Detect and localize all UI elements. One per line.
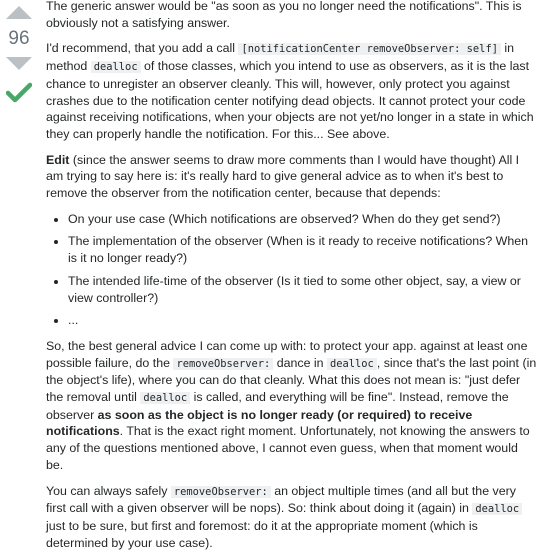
check-icon bbox=[6, 82, 32, 104]
list-item: • ... bbox=[68, 312, 537, 329]
vote-count: 96 bbox=[8, 28, 30, 49]
text: of those classes, which you intend to use as observers, as it is the last chance to unregister an observer cleanly. This will, however, only protect you against crashes due to the notification center notifying dead objects. It cannot protect your code against receiving notifications, when your objects are not yet/no longer in a state in which they can properly handle the notification. For this... See above. bbox=[46, 59, 534, 141]
inline-code: removeObserver: bbox=[171, 486, 271, 498]
arrow-down-icon[interactable] bbox=[6, 57, 32, 70]
list-item: • The intended life-time of the observer (Is it tied to some other object, say, a view or view controller?) bbox=[68, 273, 537, 306]
inline-code: dealloc bbox=[140, 392, 190, 404]
paragraph-2 bbox=[46, 40, 537, 142]
text: , since that's the last point (in the object's life), where you can do that cleanly. What this does not mean is: "just defer the removal until bbox=[46, 355, 537, 405]
text: You can always safely bbox=[46, 483, 171, 498]
inline-code: [notificationCenter removeObserver: self] bbox=[238, 43, 500, 55]
text: So, the best general advice I can come up with: to protect your app. against at least one possible failure, do the bbox=[46, 338, 528, 370]
bold-text: as soon as the object is no longer ready (or required) to receive notifications bbox=[46, 407, 473, 439]
paragraph-5 bbox=[46, 483, 537, 552]
inline-code: dealloc bbox=[472, 503, 522, 515]
text: (since the answer seems to draw more comments than I would have thought) All I am trying to say here is: it's really hard to give general advice as to when it's best to remove the observer from the notification center, because that depends: bbox=[46, 152, 520, 201]
text: . That is the exact right moment. Unfortunately, not knowing the answers to any of the questions mentioned above, I cannot even guess, when that moment would be. bbox=[46, 424, 530, 472]
inline-code: removeObserver: bbox=[173, 358, 273, 370]
bullet-list bbox=[46, 211, 537, 329]
answer-body bbox=[46, 0, 537, 560]
list-item: • On your use case (Which notifications are observed? When do they get send?) bbox=[68, 211, 537, 228]
text: just to be sure, but first and foremost: do it at the appropriate moment (which is determined by your use case). bbox=[46, 518, 478, 550]
text: an object multiple times (and all but the very first call with a given observer will be nops). So: think about doing it (again) in bbox=[46, 483, 516, 516]
text: in method bbox=[46, 41, 515, 74]
paragraph-3 bbox=[46, 152, 537, 202]
text: is called, and everything will be fine". Instead, remove the observer bbox=[46, 390, 509, 422]
arrow-up-icon[interactable] bbox=[6, 6, 32, 19]
list-item: • The implementation of the observer (When is it ready to receive notifications? When is it no longer ready?) bbox=[68, 233, 537, 266]
edit-label: Edit bbox=[46, 152, 70, 167]
inline-code: dealloc bbox=[91, 61, 141, 73]
paragraph-1: The generic answer would be "as soon as you no longer need the notifications". This is obviously not a satisfying answer. bbox=[46, 0, 522, 30]
text: I'd recommend, that you add a call bbox=[46, 41, 239, 56]
inline-code: dealloc bbox=[327, 358, 377, 370]
paragraph-4 bbox=[46, 338, 537, 474]
text: dance in bbox=[273, 355, 328, 370]
